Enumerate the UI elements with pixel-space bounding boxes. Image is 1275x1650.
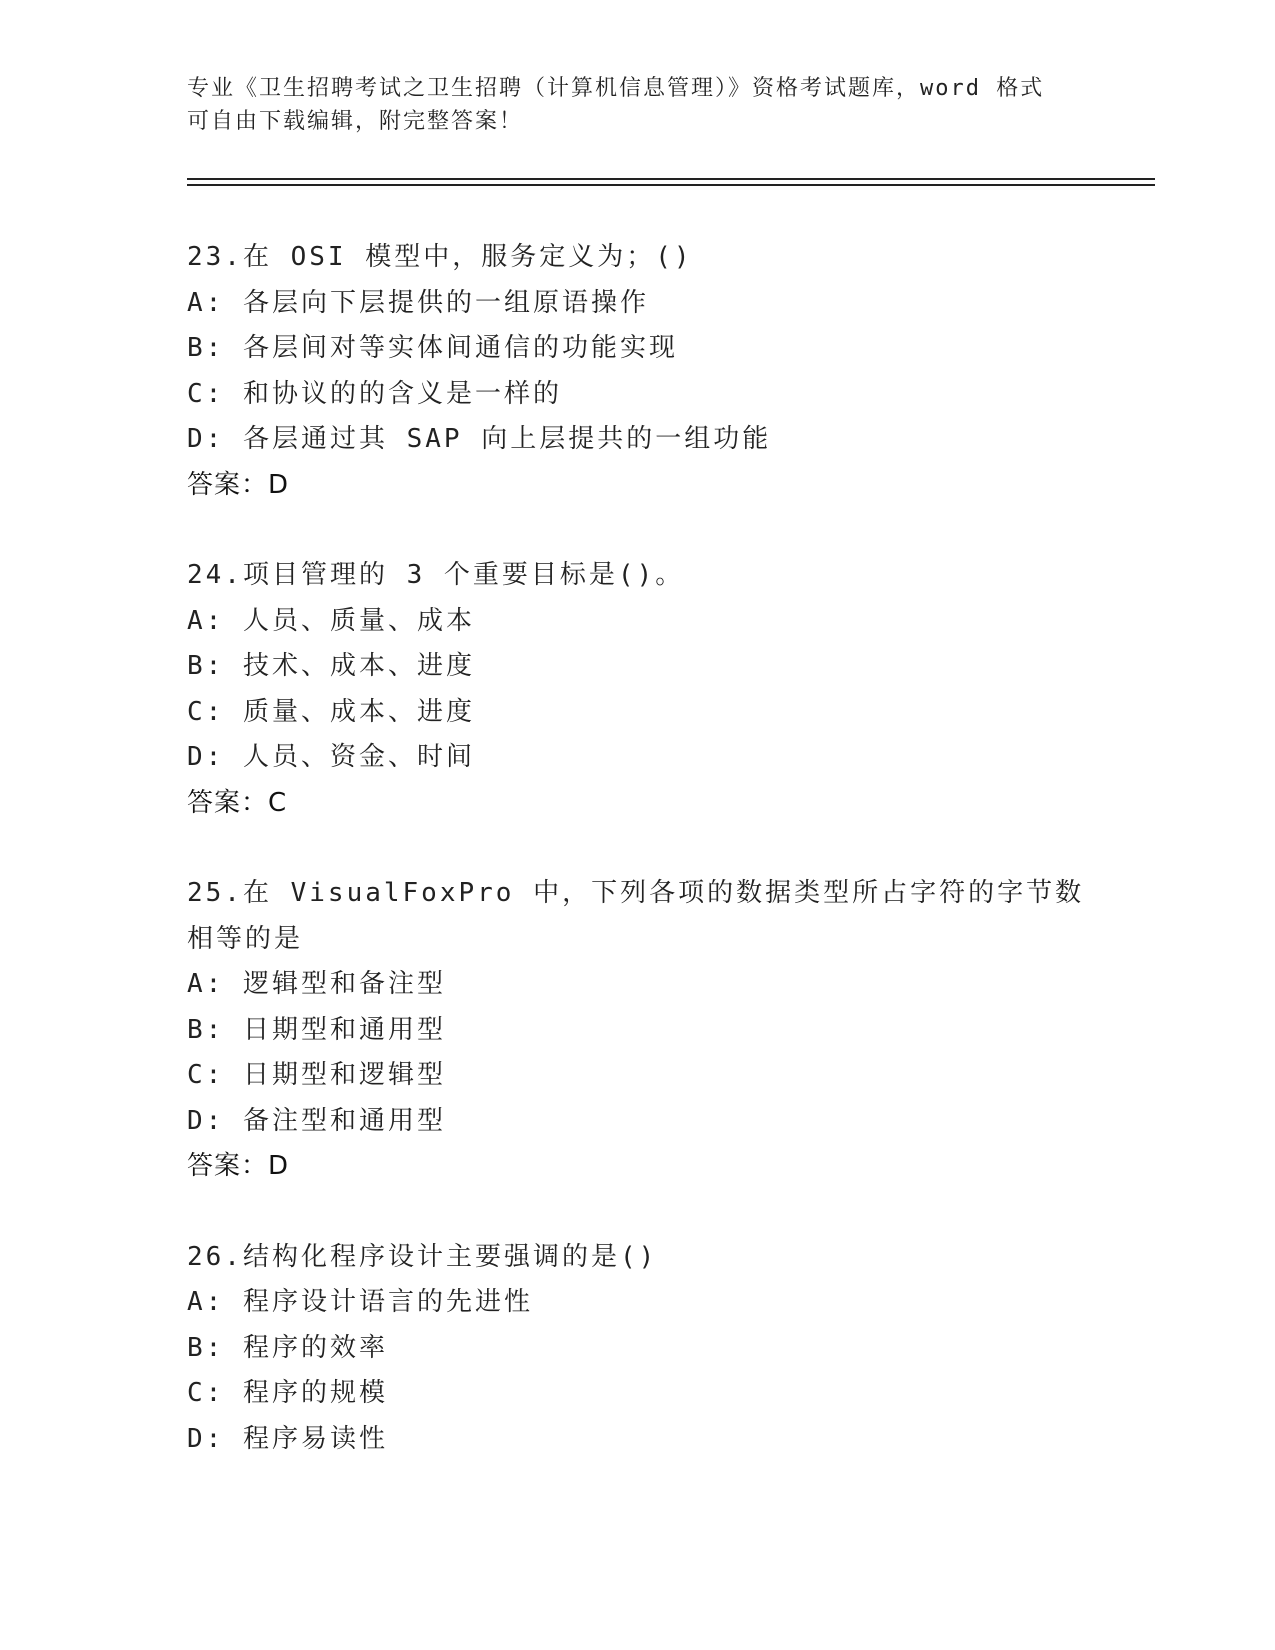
option-c: C: 质量、成本、进度 [187,696,475,727]
question-stem: 24.项目管理的 3 个重要目标是()。 [187,560,685,590]
option-a: A: 程序设计语言的先进性 [187,1287,533,1317]
header-line-1: 专业《卫生招聘考试之卫生招聘（计算机信息管理）》资格考试题库，word 格式 [187,76,1045,101]
option-b: B: 各层间对等实体间通信的功能实现 [187,333,678,363]
document-header [187,72,1087,138]
question-24 [187,553,1087,826]
option-a: A: 各层向下层提供的一组原语操作 [187,287,649,318]
question-25 [187,871,1087,1190]
header-divider-bottom [187,184,1155,186]
option-d: D: 人员、资金、时间 [187,742,475,772]
option-a: A: 逻辑型和备注型 [187,969,446,999]
answer-text: 答案：D [187,469,290,500]
question-26 [187,1235,1087,1463]
header-line-2: 可自由下载编辑，附完整答案！ [187,109,524,134]
option-a: A: 人员、质量、成本 [187,605,475,636]
answer-text: 答案：D [187,1151,290,1181]
option-c: C: 日期型和逻辑型 [187,1060,446,1090]
option-b: B: 日期型和通用型 [187,1014,446,1045]
option-d: D: 各层通过其 SAP 向上层提共的一组功能 [187,424,772,454]
option-d: D: 程序易读性 [187,1423,388,1454]
question-list [187,235,1087,1507]
option-c: C: 和协议的的含义是一样的 [187,378,562,409]
question-23 [187,235,1087,508]
option-b: B: 技术、成本、进度 [187,651,475,681]
question-stem: 23.在 OSI 模型中，服务定义为；() [187,242,693,272]
question-stem: 25.在 VisualFoxPro 中，下列各项的数据类型所占字符的字节数相等的是 [187,878,1085,954]
option-c: C: 程序的规模 [187,1378,388,1408]
option-d: D: 备注型和通用型 [187,1105,446,1136]
option-b: B: 程序的效率 [187,1332,388,1363]
question-stem: 26.结构化程序设计主要强调的是() [187,1241,658,1272]
answer-text: 答案：C [187,787,288,818]
header-divider-top [187,178,1155,180]
